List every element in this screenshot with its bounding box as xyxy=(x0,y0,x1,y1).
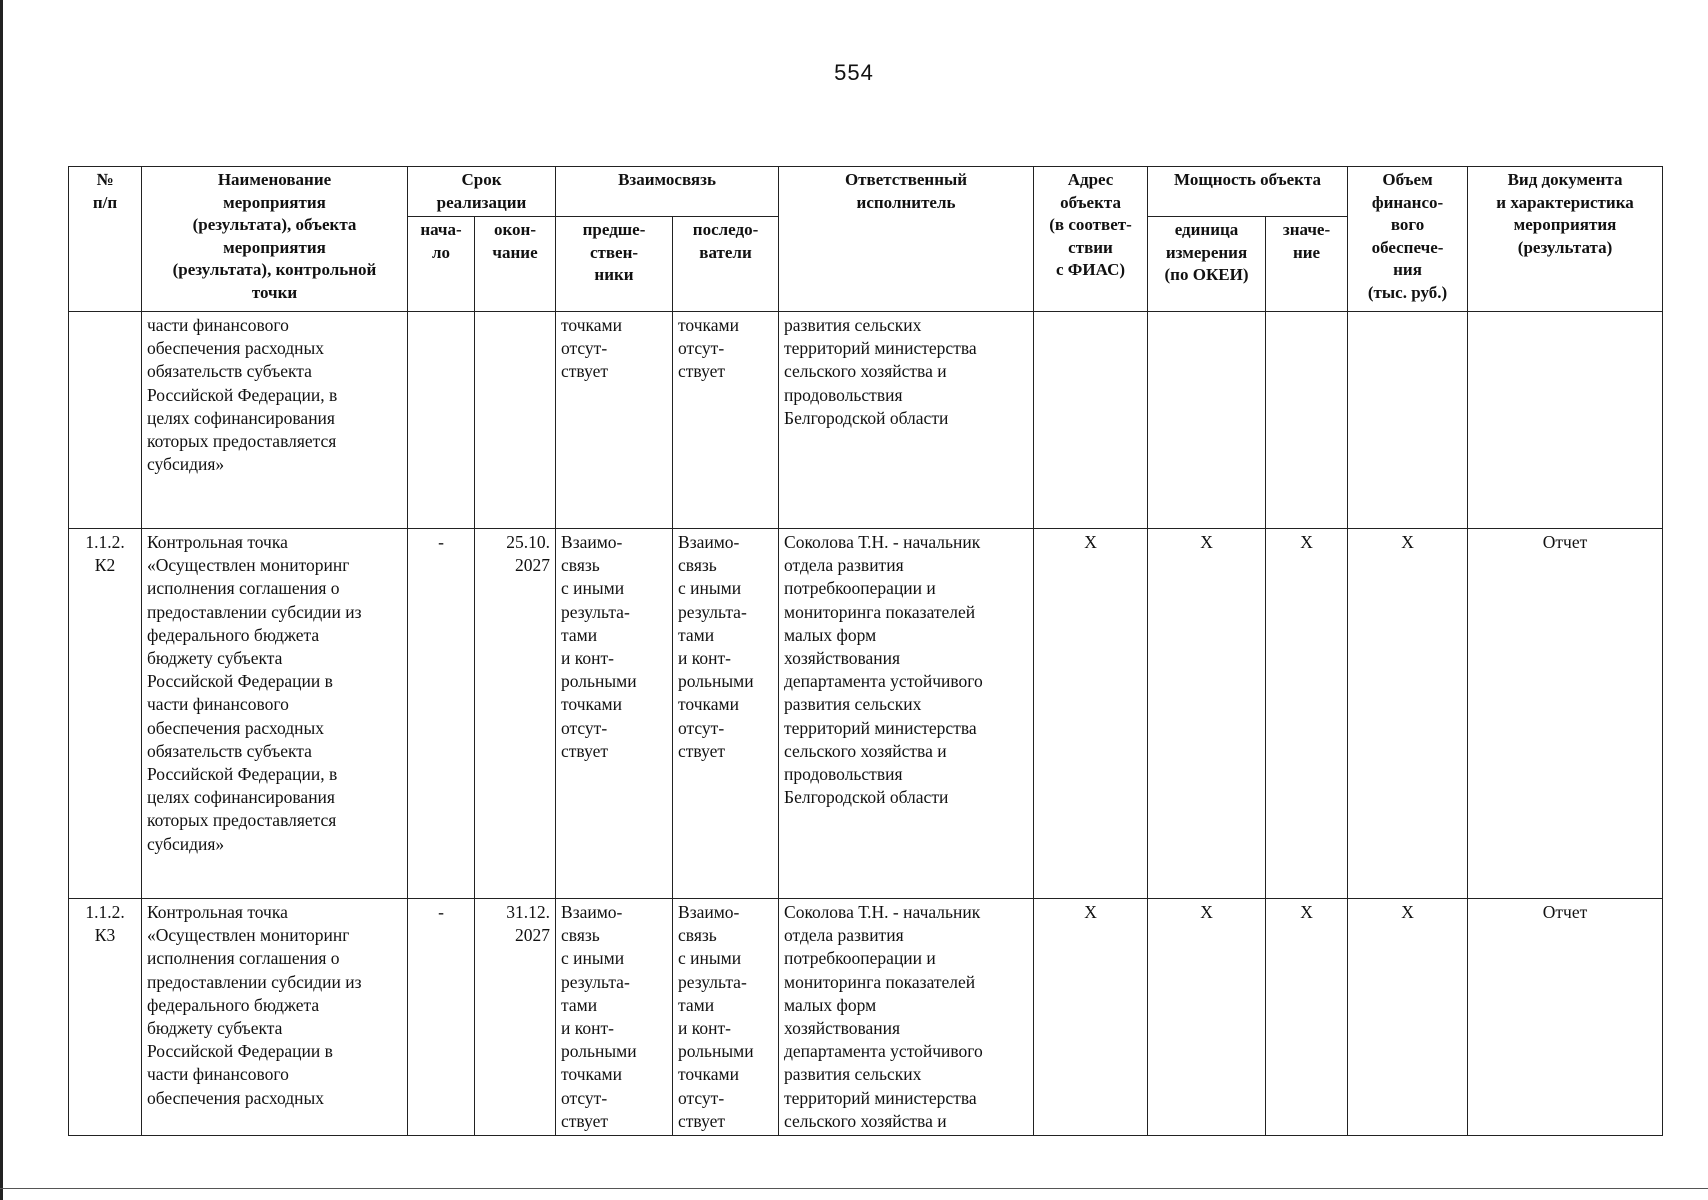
cell-end xyxy=(475,312,556,529)
cell-next: Взаимо- связь с иными результа- тами и конт- рольными точками отсут- ствует xyxy=(673,899,779,1136)
header-link-next: последо- ватели xyxy=(673,217,779,312)
cell-num: 1.1.2. К2 xyxy=(69,529,142,899)
cell-prev: точками отсут- ствует xyxy=(556,312,673,529)
header-address: Адрес объекта (в соответ- ствии с ФИАС) xyxy=(1034,167,1148,312)
cell-name: части финансового обеспечения расходных обязательств субъекта Российской Федерации, в целях софинансирования которых предоставляется субсидия» xyxy=(142,312,408,529)
cell-next: точками отсут- ствует xyxy=(673,312,779,529)
cell-responsible: Соколова Т.Н. - начальник отдела развития потребкооперации и мониторинга показателей малых форм хозяйствования департамента устойчивого развития сельских территорий министерства сельского хозяйства и xyxy=(779,899,1034,1136)
cell-doc: Отчет xyxy=(1468,529,1663,899)
header-responsible: Ответственный исполнитель xyxy=(779,167,1034,312)
header-capacity-unit: единица измерения (по ОКЕИ) xyxy=(1148,217,1266,312)
cell-start: - xyxy=(408,529,475,899)
header-term-start: нача- ло xyxy=(408,217,475,312)
table-row xyxy=(69,312,1663,529)
header-doc: Вид документа и характеристика мероприятия (результата) xyxy=(1468,167,1663,312)
cell-unit xyxy=(1148,312,1266,529)
header-term-end: окон- чание xyxy=(475,217,556,312)
header-link-prev: предше- ствен- ники xyxy=(556,217,673,312)
table-row xyxy=(69,899,1663,1136)
cell-start xyxy=(408,312,475,529)
header-term: Срок реализации xyxy=(408,167,556,217)
header-name: Наименование мероприятия (результата), объекта мероприятия (результата), контрольной точки xyxy=(142,167,408,312)
cell-end: 25.10. 2027 xyxy=(475,529,556,899)
cell-doc: Отчет xyxy=(1468,899,1663,1136)
cell-next: Взаимо- связь с иными результа- тами и конт- рольными точками отсут- ствует xyxy=(673,529,779,899)
header-capacity-value: значе- ние xyxy=(1266,217,1348,312)
cell-num: 1.1.2. К3 xyxy=(69,899,142,1136)
cell-doc xyxy=(1468,312,1663,529)
cell-name: Контрольная точка «Осуществлен мониторинг исполнения соглашения о предоставлении субсидии из федерального бюджета бюджету субъекта Российской Федерации в части финансового обеспечения расходных xyxy=(142,899,408,1136)
cell-unit: X xyxy=(1148,899,1266,1136)
cell-responsible: Соколова Т.Н. - начальник отдела развития потребкооперации и мониторинга показателей малых форм хозяйствования департамента устойчивого развития сельских территорий министерства сельского хозяйства и продовольствия Белгородской области xyxy=(779,529,1034,899)
cell-prev: Взаимо- связь с иными результа- тами и конт- рольными точками отсут- ствует xyxy=(556,529,673,899)
header-finance: Объем финансо- вого обеспече- ния (тыс. руб.) xyxy=(1348,167,1468,312)
cell-prev: Взаимо- связь с иными результа- тами и конт- рольными точками отсут- ствует xyxy=(556,899,673,1136)
left-margin-rule xyxy=(0,0,3,1200)
cell-value: X xyxy=(1266,529,1348,899)
cell-finance: X xyxy=(1348,529,1468,899)
cell-responsible: развития сельских территорий министерства сельского хозяйства и продовольствия Белгородской области xyxy=(779,312,1034,529)
bottom-scan-rule xyxy=(0,1188,1708,1189)
plan-table xyxy=(68,166,1663,1136)
cell-address: X xyxy=(1034,899,1148,1136)
header-num: № п/п xyxy=(69,167,142,312)
cell-start: - xyxy=(408,899,475,1136)
cell-value xyxy=(1266,312,1348,529)
cell-value: X xyxy=(1266,899,1348,1136)
cell-num xyxy=(69,312,142,529)
cell-finance: X xyxy=(1348,899,1468,1136)
cell-address xyxy=(1034,312,1148,529)
header-link: Взаимосвязь xyxy=(556,167,779,217)
cell-end: 31.12. 2027 xyxy=(475,899,556,1136)
page-number: 554 xyxy=(834,60,874,85)
cell-finance xyxy=(1348,312,1468,529)
cell-unit: X xyxy=(1148,529,1266,899)
table-row xyxy=(69,529,1663,899)
header-capacity: Мощность объекта xyxy=(1148,167,1348,217)
cell-address: X xyxy=(1034,529,1148,899)
cell-name: Контрольная точка «Осуществлен мониторинг исполнения соглашения о предоставлении субсидии из федерального бюджета бюджету субъекта Российской Федерации в части финансового обеспечения расходных обязательств субъекта Российской Федерации, в целях софинансирования которых предоставляется субсидия» xyxy=(142,529,408,899)
